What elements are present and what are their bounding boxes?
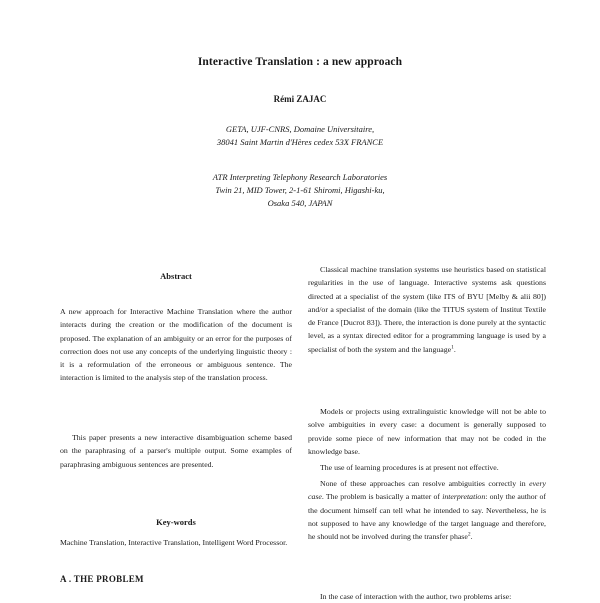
- keywords-text: Machine Translation, Interactive Translation, Intelligent Word Processor.: [60, 538, 288, 547]
- emphasis-every-case: every case: [308, 479, 546, 502]
- body-paragraph-1-text: Classical machine translation systems use heuristics based on statistical regularities in the use of language. Interactive systems ask questions directed at a specialist of the system (like ITS of BYU [Melby & alii 80]) and/or a specialist of the domain (like the TITUS system of Institut Textile de France [Ducrot 83]). There, the interaction is done purely at the syntactic level, as a syntax directed editor for a programming language is used by a specialist of both the system and the language: [308, 265, 546, 354]
- affiliation-geta: [0, 123, 600, 149]
- keywords-heading: Key-words: [156, 517, 196, 527]
- body-paragraph-4-text-c: : only the author of the document himself can tell what he intended to say. Nevertheless, he is not supposed to have any knowledge of the target language and therefore, he should not be involved during the transfer phase: [308, 492, 546, 542]
- footnote-mark-1: 1: [451, 344, 454, 351]
- body-paragraph-2: Models or projects using extralinguistic knowledge will not be able to solve ambiguities in every case: a document is generally supposed to provide some piece of new information that may not be coded in the knowledge base.: [308, 407, 546, 456]
- body-paragraph-4-end: .: [470, 532, 473, 542]
- abstract-paragraph-1: A new approach for Interactive Machine Translation where the author interacts during the creation or the modification of the document is proposed. The explanation of an ambiguity or an error for the purposes of correction does not use any concepts of the underlying linguistic theory : it is a reformulation of the erroneous or ambiguous sentence. The interaction is limited to the analysis step of the translation process.: [60, 307, 292, 383]
- affiliation-geta-line1: GETA, UJF-CNRS, Domaine Universitaire,: [225, 124, 375, 134]
- body-paragraph-1: [308, 263, 546, 356]
- paper-title: Interactive Translation : a new approach: [197, 56, 403, 68]
- body-paragraph-3: The use of learning procedures is at present not effective.: [320, 463, 499, 472]
- abstract-paragraph-2: This paper presents a new interactive disambiguation scheme based on the paraphrasing of a parser's multiple output. Some examples of paraphrasing ambiguous sentences are presented.: [60, 433, 292, 469]
- affiliation-atr: [0, 171, 600, 210]
- body-paragraph-4-text-a: None of these approaches can resolve ambiguities correctly in: [320, 479, 530, 488]
- body-paragraph-1-end: .: [453, 344, 456, 354]
- emphasis-interpretation: interpretation: [442, 492, 486, 502]
- section-a-heading: A . THE PROBLEM: [60, 574, 144, 584]
- affiliation-atr-line2: Twin 21, MID Tower, 2-1-61 Shiromi, Higashi-ku,: [215, 185, 385, 195]
- body-paragraph-4-text-b: . The problem is basically a matter of: [321, 492, 443, 502]
- affiliation-atr-line1: ATR Interpreting Telephony Research Laboratories: [212, 172, 388, 182]
- author-name: Rémi ZAJAC: [273, 94, 327, 104]
- affiliation-geta-line2: 38041 Saint Martin d'Hères cedex 53X FRANCE: [216, 137, 384, 147]
- footnote-mark-2: 2: [467, 531, 471, 538]
- body-paragraph-5: In the case of interaction with the author, two problems arise:: [320, 592, 512, 601]
- abstract-heading: Abstract: [160, 271, 192, 281]
- body-paragraph-4: [308, 477, 546, 543]
- affiliation-atr-line3: Osaka 540, JAPAN: [267, 198, 333, 208]
